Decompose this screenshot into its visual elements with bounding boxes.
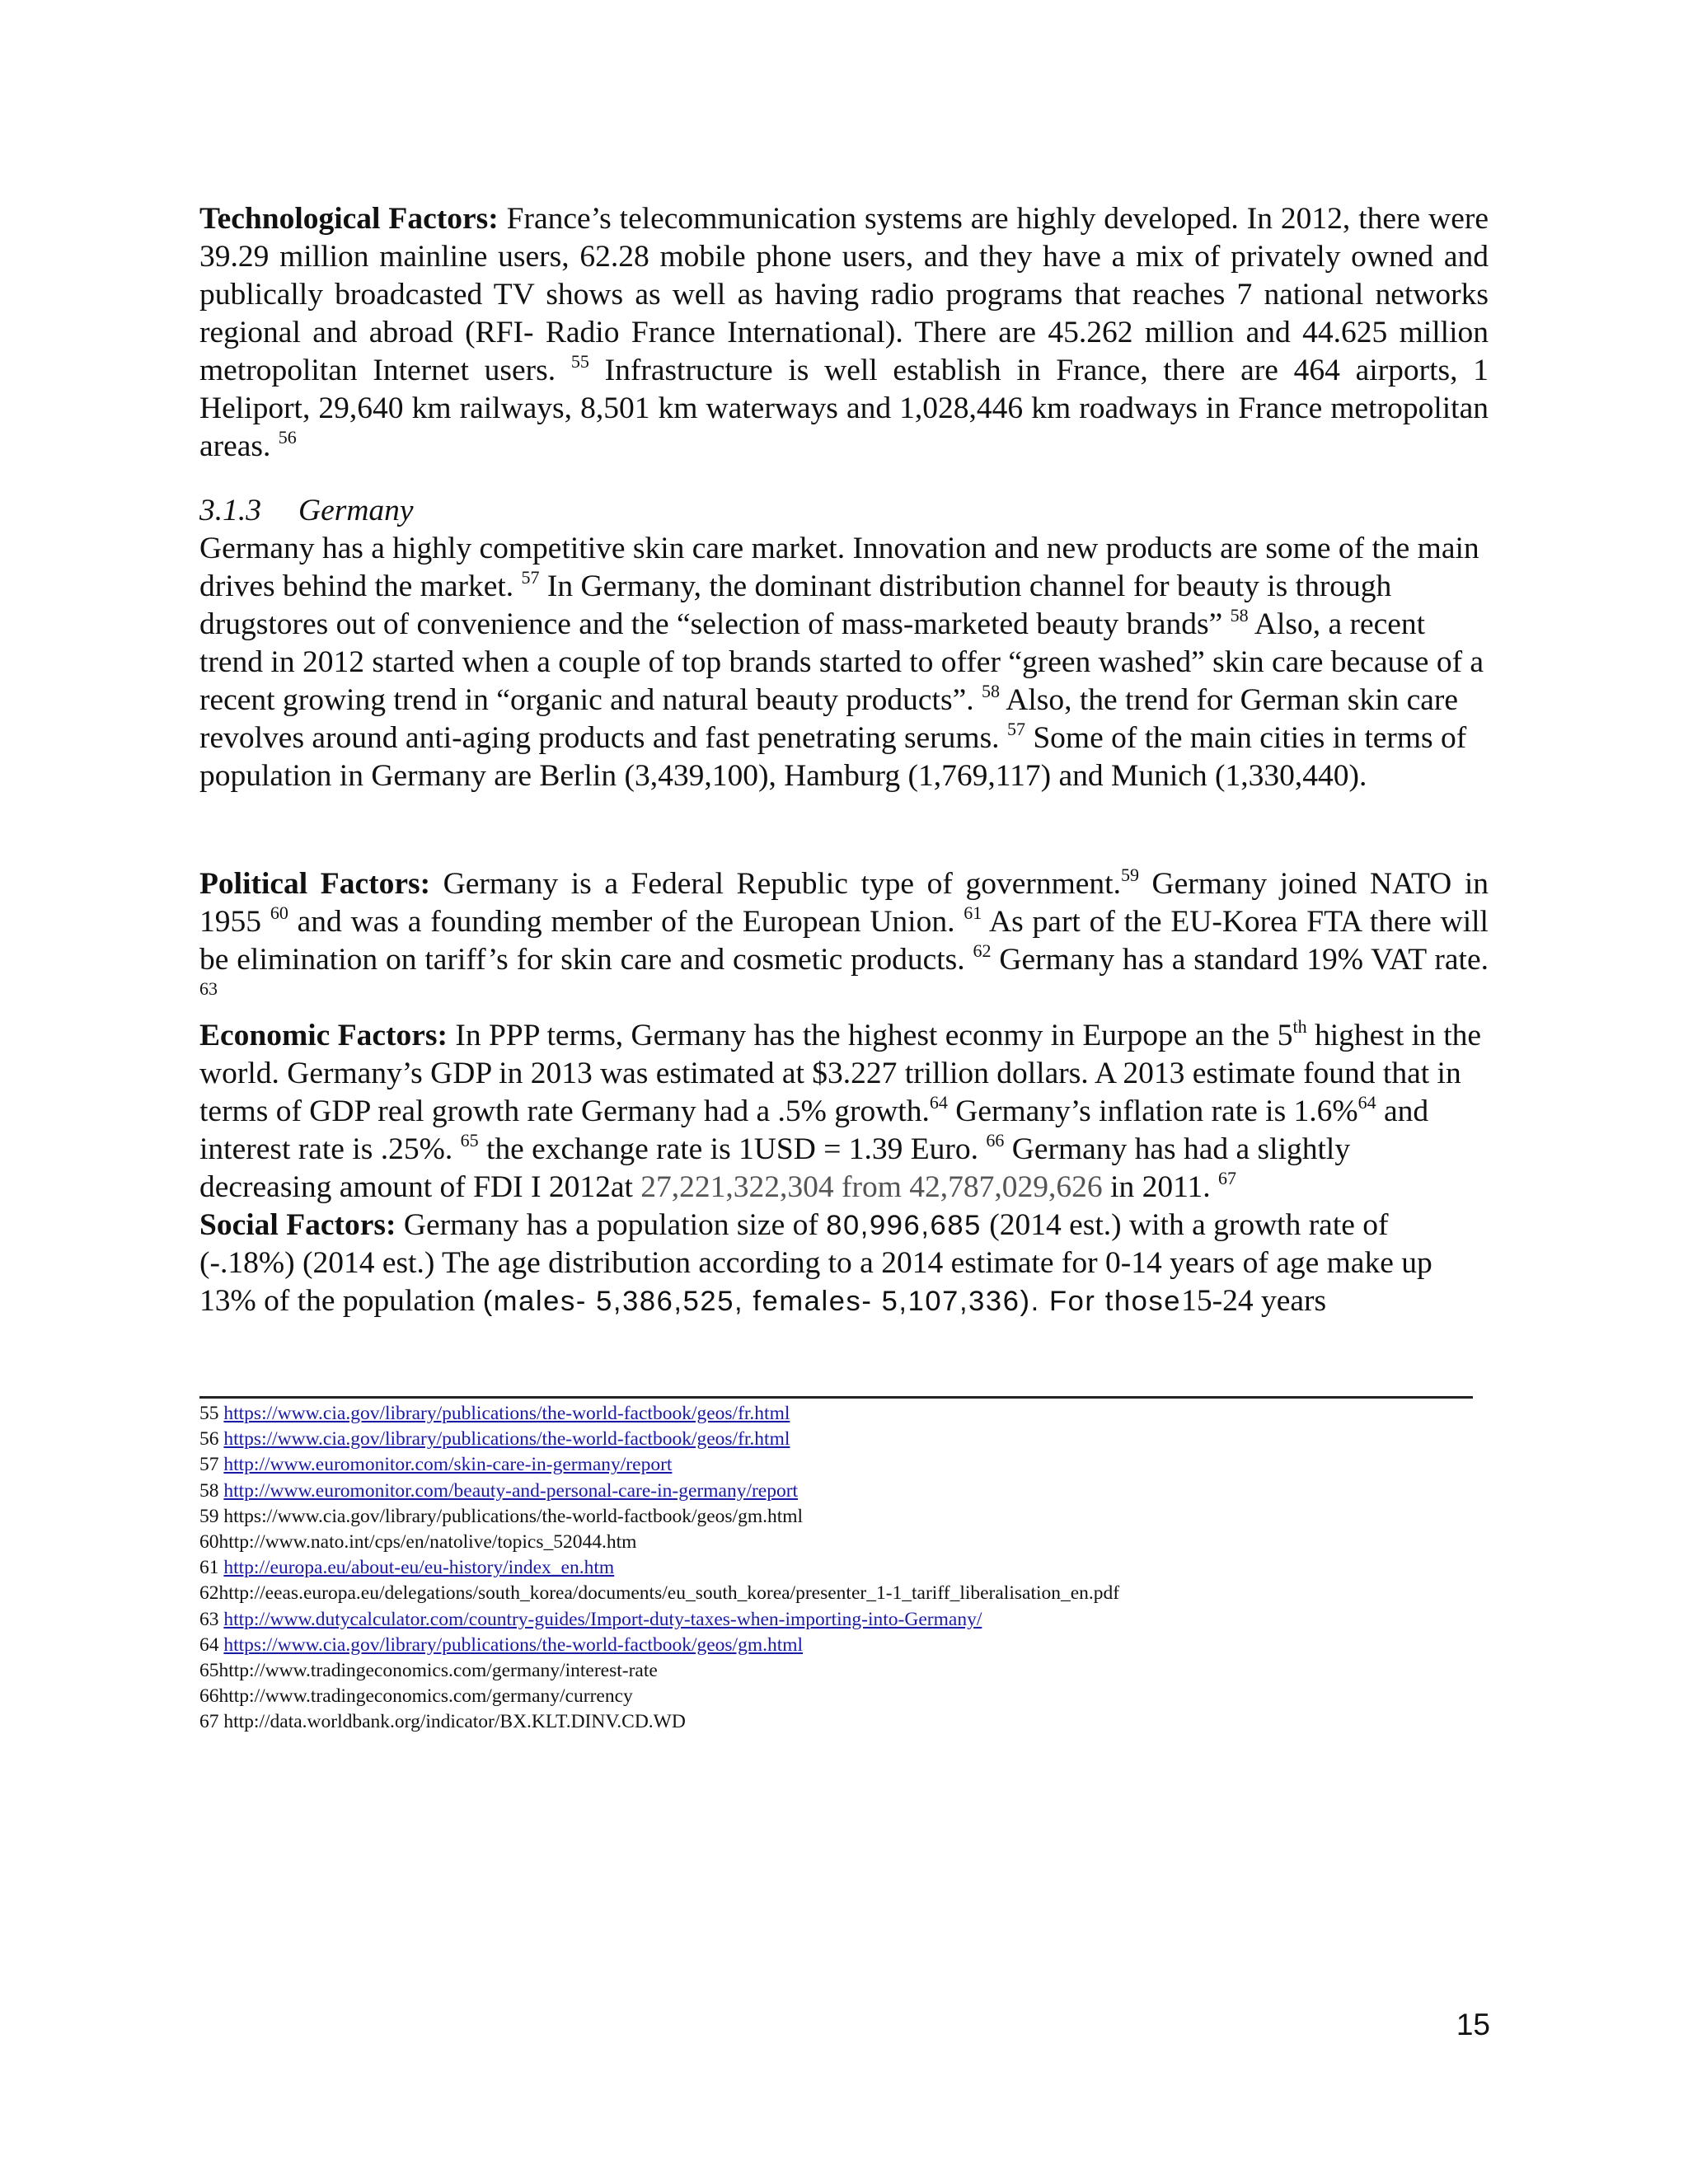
- footnote-ref[interactable]: 62: [973, 940, 992, 961]
- page-number: 15: [1456, 2008, 1490, 2041]
- footnote-item: 56 https://www.cia.gov/library/publications/the-world-factbook/geos/fr.html: [199, 1428, 790, 1451]
- footnote-ref[interactable]: 66: [986, 1129, 1005, 1151]
- pest-section: [199, 865, 1489, 1320]
- footnote-url: http://www.tradingeconomics.com/germany/interest-rate: [218, 1660, 658, 1682]
- footnote-ref[interactable]: 64: [1357, 1091, 1376, 1113]
- footnote-url: http://data.worldbank.org/indicator/BX.KLT.DINV.CD.WD: [223, 1711, 686, 1733]
- germany-paragraph: Germany has a highly competitive skin care market. Innovation and new products are some of the main drives behind the market. $^{57}$ In Germany, the dominant distribution channel for beauty is through drugstores out of convenience and the “selection of mass-marketed beauty brands” $^{58}$ Also, a recent trend in 2012 started when a couple of top brands started to offer “green washed” skin care because of a recent growing trend in “organic and natural beauty products”. $^{58}$ Also, the trend for German skin care revolves around anti-aging products and fast penetrating serums. $^{57}$ Some of the main cities in terms of population in Germany are Berlin (3,439,100), Hamburg (1,769,117) and Munich (1,330,440).: [199, 532, 1484, 793]
- footnote-item: 63 http://www.dutycalculator.com/country-guides/Import-duty-taxes-when-importing-into-Germany/: [199, 1608, 982, 1630]
- footnote-url: http://eeas.europa.eu/delegations/south_korea/documents/eu_south_korea/presenter_1-1_tariff_liberalisation_en.pdf: [218, 1582, 1120, 1605]
- footnote-ref[interactable]: 58: [1230, 604, 1249, 626]
- footnote-item: 64 https://www.cia.gov/library/publications/the-world-factbook/geos/gm.html: [199, 1633, 804, 1656]
- footnote-item: 58 http://www.euromonitor.com/beauty-and-personal-care-in-germany/report: [199, 1479, 799, 1502]
- footnote-url: http://www.tradingeconomics.com/germany/currency: [218, 1685, 633, 1708]
- technological-factors-label: Technological Factors:: [199, 202, 499, 236]
- age-distribution-figures: (males- 5,386,525, females- 5,107,336). For those: [482, 1286, 1182, 1317]
- footnote-item: 67 http://data.worldbank.org/indicator/BX.KLT.DINV.CD.WD: [199, 1711, 686, 1733]
- political-factors-paragraph: Political Factors: Germany is a Federal Republic type of government.$^{59}$ Germany joined NATO in 1955 $^{60}$ and was a founding member of the European Union. $^{61}$ As part of the EU-Korea FTA there will be elimination on tariff’s for skin care and cosmetic products. $^{62}$ Germany has a standard 19% VAT rate. $^{63}$: [199, 864, 1489, 999]
- footnote-ref[interactable]: 59: [1120, 864, 1139, 885]
- footnote-ref[interactable]: 57: [1006, 718, 1025, 739]
- footnote-item: 57 http://www.euromonitor.com/skin-care-in-germany/report: [199, 1454, 673, 1476]
- footnote-ref[interactable]: 61: [964, 902, 982, 923]
- footnote-ref[interactable]: 63: [199, 977, 218, 999]
- footnote-ref[interactable]: 67: [1217, 1167, 1236, 1188]
- population-figure: 80,996,685: [826, 1210, 982, 1241]
- footnote-item: 59 https://www.cia.gov/library/publications/the-world-factbook/geos/gm.html: [199, 1505, 804, 1527]
- footnote-link[interactable]: https://www.cia.gov/library/publications/the-world-factbook/geos/fr.html: [223, 1403, 790, 1424]
- footnote-item: 55 https://www.cia.gov/library/publications/the-world-factbook/geos/fr.html: [199, 1403, 790, 1424]
- footnote-ref[interactable]: 65: [460, 1129, 479, 1151]
- footnote-ref[interactable]: 57: [521, 566, 540, 588]
- footnote-link[interactable]: http://www.euromonitor.com/skin-care-in-germany/report: [223, 1454, 673, 1476]
- footnotes-list: [199, 1401, 1518, 1736]
- footnote-item: 60http://www.nato.int/cps/en/natolive/topics_52044.htm: [199, 1531, 637, 1554]
- footnote-item: 61 http://europa.eu/about-eu/eu-history/index_en.htm: [199, 1557, 615, 1579]
- fdi-values: 27,221,322,304 from 42,787,029,626: [640, 1170, 1103, 1204]
- social-factors-paragraph: Social Factors: Germany has a population size of 80,996,685 (2014 est.) with a growth rate of (-.18%) (2014 est.) The age distribution according to a 2014 estimate for 0-14 years of age make up 13% of the population (males- 5,386,525, females- 5,107,336). For those15-24 years: [199, 1208, 1432, 1318]
- footnote-link[interactable]: http://europa.eu/about-eu/eu-history/index_en.htm: [223, 1557, 615, 1579]
- footnote-item: 66http://www.tradingeconomics.com/germany/currency: [199, 1685, 633, 1708]
- technological-factors-section: [199, 200, 1489, 466]
- footnote-ref[interactable]: 64: [929, 1091, 948, 1113]
- economic-factors-label: Economic Factors:: [199, 1019, 448, 1052]
- footnote-link[interactable]: https://www.cia.gov/library/publications/the-world-factbook/geos/gm.html: [223, 1633, 804, 1656]
- germany-section: [199, 492, 1489, 795]
- social-factors-label: Social Factors:: [199, 1208, 396, 1242]
- section-heading-germany: 3.1.3 Germany: [199, 494, 414, 527]
- footnote-item: 62http://eeas.europa.eu/delegations/south_korea/documents/eu_south_korea/presenter_1-1_tariff_liberalisation_en.pdf: [199, 1582, 1120, 1605]
- footnote-link[interactable]: http://www.dutycalculator.com/country-guides/Import-duty-taxes-when-importing-into-Germany/: [223, 1608, 982, 1630]
- political-factors-label: Political Factors:: [199, 867, 431, 901]
- footnote-link[interactable]: https://www.cia.gov/library/publications/the-world-factbook/geos/fr.html: [223, 1428, 790, 1451]
- footnote-url: https://www.cia.gov/library/publications/the-world-factbook/geos/gm.html: [223, 1505, 804, 1527]
- footnote-item: 65http://www.tradingeconomics.com/germany/interest-rate: [199, 1660, 658, 1682]
- footnote-ref[interactable]: 56: [278, 426, 297, 448]
- economic-factors-paragraph: Economic Factors: In PPP terms, Germany has the highest econmy in Eurpope an the 5th highest in the world. Germany’s GDP in 2013 was estimated at $3.227 trillion dollars. A 2013 estimate found that in terms of GDP real growth rate Germany had a .5% growth.$^{64}$ Germany’s inflation rate is 1.6%$^{64}$ and interest rate is .25%. $^{65}$ the exchange rate is 1USD = 1.39 Euro. $^{66}$ Germany has had a slightly decreasing amount of FDI I 2012at 27,221,322,304 from 42,787,029,626 in 2011. $^{67}$: [199, 1015, 1482, 1204]
- footnote-ref[interactable]: 60: [270, 902, 288, 923]
- footnote-link[interactable]: http://www.euromonitor.com/beauty-and-personal-care-in-germany/report: [223, 1479, 799, 1502]
- footnote-ref[interactable]: 55: [570, 350, 589, 372]
- footnote-ref[interactable]: 58: [981, 680, 1000, 701]
- technological-factors-paragraph: Technological Factors: France’s telecommunication systems are highly developed. In 2012, there were 39.29 million mainline users, 62.28 mobile phone users, and they have a mix of privately owned and publically broadcasted TV shows as well as having radio programs that reaches 7 national networks regional and abroad (RFI- Radio France International). There are 45.262 million and 44.625 million metropolitan Internet users. $^{55}$ Infrastructure is well establish in France, there are 464 airports, 1 Heliport, 29,640 km railways, 8,501 km waterways and 1,028,446 km roadways in France metropolitan areas. $^{56}$: [199, 202, 1489, 463]
- footnote-url: http://www.nato.int/cps/en/natolive/topics_52044.htm: [218, 1531, 637, 1554]
- footnote-separator: [199, 1396, 1473, 1399]
